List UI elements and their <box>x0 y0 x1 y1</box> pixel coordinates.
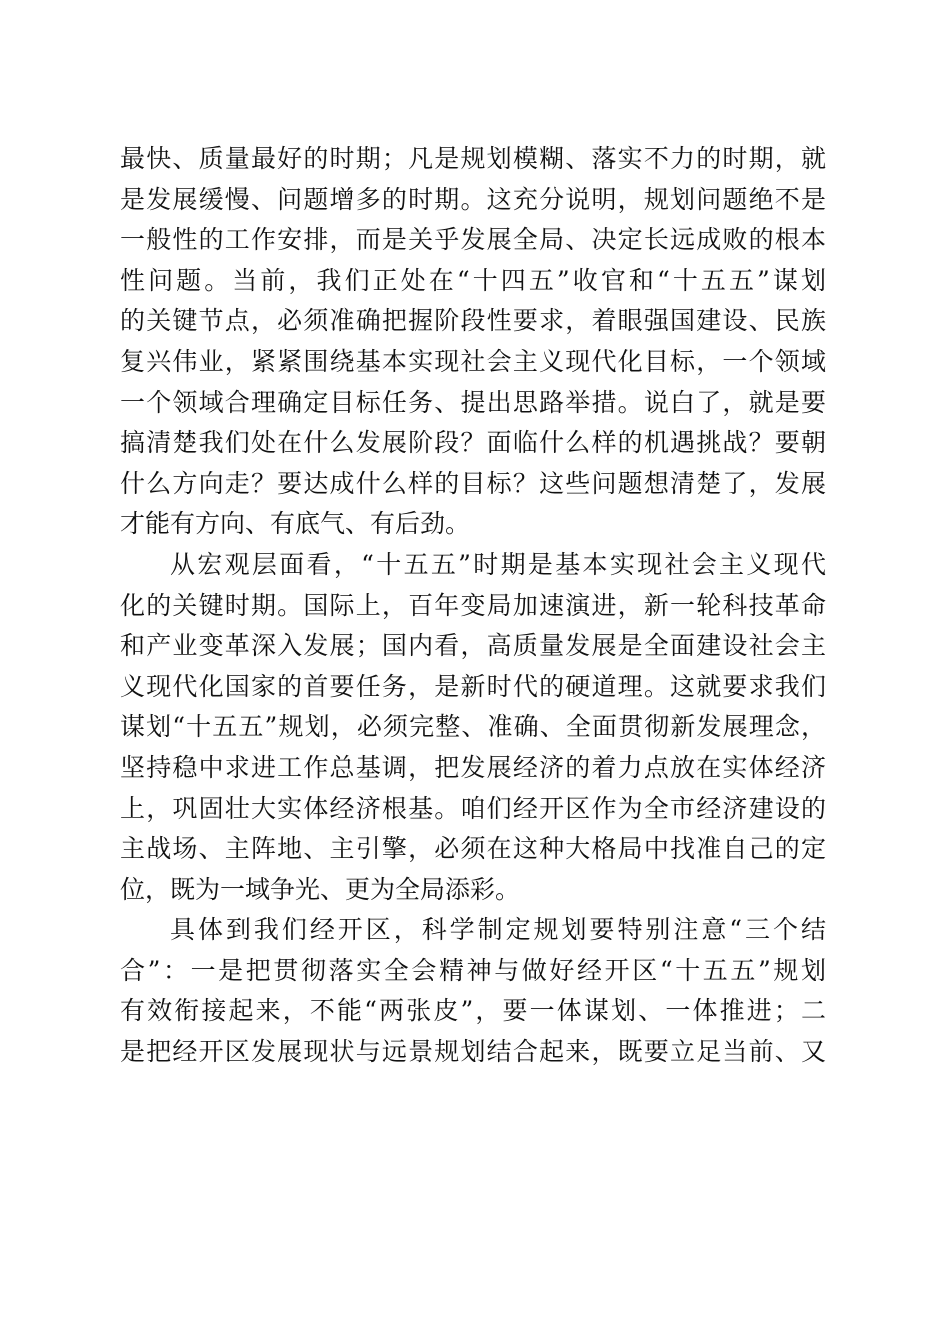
text-line: 谋划“十五五”规划，必须完整、准确、全面贯彻新发展理念， <box>120 712 826 742</box>
text-line: 主战场、主阵地、主引擎，必须在这种大格局中找准自己的定 <box>120 834 826 864</box>
text-line: 一个领域合理确定目标任务、提出思路举措。说白了，就是要 <box>120 387 826 417</box>
text-line: 是把经开区发展现状与远景规划结合起来，既要立足当前、又 <box>120 1037 826 1067</box>
text-line: 复兴伟业，紧紧围绕基本实现社会主义现代化目标，一个领域 <box>120 346 826 376</box>
text-line: 坚持稳中求进工作总基调，把发展经济的着力点放在实体经济 <box>120 752 826 782</box>
paragraph-2 <box>120 545 826 910</box>
paragraph-3 <box>120 910 826 1072</box>
text-line: 搞清楚我们处在什么发展阶段？面临什么样的机遇挑战？要朝 <box>120 428 826 458</box>
text-line: 最快、质量最好的时期；凡是规划模糊、落实不力的时期，就 <box>120 144 826 173</box>
text-line: 合”：一是把贯彻落实全会精神与做好经开区“十五五”规划 <box>120 955 826 985</box>
text-line: 才能有方向、有底气、有后劲。 <box>120 509 471 539</box>
text-line: 是发展缓慢、问题增多的时期。这充分说明，规划问题绝不是 <box>120 184 826 214</box>
paragraph-1 <box>120 139 826 545</box>
text-line: 从宏观层面看，“十五五”时期是基本实现社会主义现代 <box>170 549 826 579</box>
text-line: 和产业变革深入发展；国内看，高质量发展是全面建设社会主 <box>120 631 826 661</box>
text-line: 的关键节点，必须准确把握阶段性要求，着眼强国建设、民族 <box>120 306 826 336</box>
text-line: 一般性的工作安排，而是关乎发展全局、决定长远成败的根本 <box>120 225 826 255</box>
text-line: 性问题。当前，我们正处在“十四五”收官和“十五五”谋划 <box>120 265 826 295</box>
text-line: 化的关键时期。国际上，百年变局加速演进，新一轮科技革命 <box>120 590 826 620</box>
text-line: 义现代化国家的首要任务，是新时代的硬道理。这就要求我们 <box>120 671 826 701</box>
text-line: 上，巩固壮大实体经济根基。咱们经开区作为全市经济建设的 <box>120 793 826 823</box>
body-text <box>120 139 826 1073</box>
text-line: 有效衔接起来，不能“两张皮”，要一体谋划、一体推进；二 <box>120 996 826 1026</box>
text-line: 位，既为一域争光、更为全局添彩。 <box>120 874 521 904</box>
text-line: 什么方向走？要达成什么样的目标？这些问题想清楚了，发展 <box>120 468 826 498</box>
text-line: 具体到我们经开区，科学制定规划要特别注意“三个结 <box>170 915 826 945</box>
